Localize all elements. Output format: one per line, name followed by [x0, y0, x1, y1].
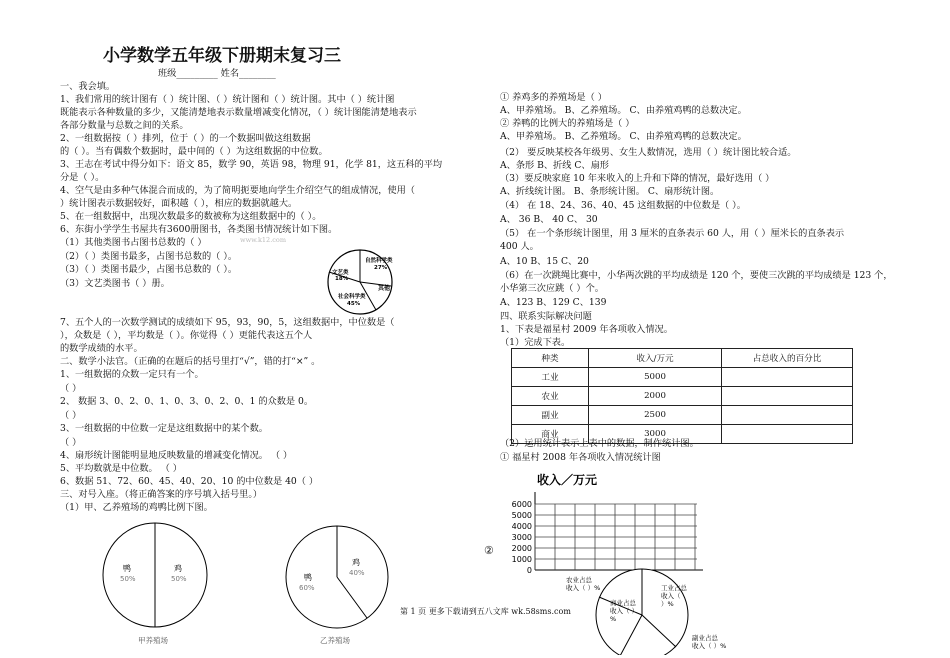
- y-tick-label: 6000: [511, 500, 532, 509]
- right-line: （1）完成下表。: [500, 337, 571, 348]
- right-line: ① 养鸡多的养殖场是（ ）: [500, 92, 607, 103]
- t: 自然科学类: [365, 258, 393, 264]
- yi-duck-pct: 60%: [299, 584, 315, 592]
- t: ）%: [661, 600, 674, 608]
- table-cell: 商业: [512, 425, 589, 444]
- yi-duck: 鸭: [304, 573, 312, 582]
- t: 社会科学类: [338, 294, 366, 300]
- page-title: 小学数学五年级下册期末复习三: [103, 46, 341, 66]
- watermark: www.k12.com: [240, 236, 286, 244]
- t: 18%: [335, 276, 349, 282]
- table-cell: 2000: [589, 387, 722, 406]
- left-line: （ ）: [60, 383, 82, 394]
- right-line: A、甲养殖场。 B、乙养殖场。 C、由养殖鸡鸭的总数决定。: [500, 131, 747, 142]
- left-line: 的数学成绩的水平。: [60, 343, 143, 354]
- slice-label-other: 其他: [378, 285, 391, 292]
- left-line: 二、数学小法官。（正确的在题后的括号里打“√”，错的打“×” 。: [60, 356, 321, 367]
- right-line: A、甲养殖场。 B、乙养殖场。 C、由养殖鸡鸭的总数决定。: [500, 105, 747, 116]
- y-axis-label: 收入／万元: [537, 473, 598, 487]
- jia-caption: 甲养殖场: [138, 636, 168, 645]
- left-line: 既能表示各种数量的多少，又能清楚地表示数量增减变化情况，（ ）统计图能清楚地表示: [60, 107, 417, 118]
- pie-yi: [280, 520, 400, 650]
- right-line: A、折线统计图。 B、条形统计图。 C、扇形统计图。: [500, 186, 720, 197]
- table-row: [512, 387, 853, 406]
- left-line: 的（ ）。当有偶数个数据时，最中间的（ ）为这组数据的中位数。: [60, 146, 328, 157]
- y-tick-label: 1000: [511, 555, 532, 564]
- blank-income-pie: [560, 560, 750, 655]
- t: %: [610, 615, 617, 623]
- right-line: A、10 B、15 C、20: [500, 256, 589, 267]
- left-line: ），众数是（ ），平均数是（ ）。你觉得（ ）更能代表这五个人: [60, 330, 313, 341]
- left-line: 3、王志在考试中得分如下：语文 85，数学 90，英语 98，物理 91，化学 81，这五科的平均: [60, 159, 443, 170]
- page-footer: 第 1 页 更多下载请到五八文库 wk.58sms.com: [400, 607, 571, 616]
- left-line: （ ）: [60, 410, 82, 421]
- income-table: [511, 348, 853, 444]
- t: 文艺类: [332, 270, 349, 276]
- t: 商业占总: [610, 599, 636, 607]
- yi-chicken-pct: 40%: [349, 569, 365, 577]
- book-category-pie: [322, 248, 402, 318]
- percent-cell[interactable]: [722, 425, 853, 444]
- left-line: 各部分数量与总数之间的关系。: [60, 120, 189, 131]
- t: 收入（ ）: [610, 607, 639, 615]
- y-tick-label: 3000: [511, 533, 532, 542]
- percent-cell[interactable]: [722, 368, 853, 387]
- left-line: （2）（ ）类图书最多，占图书总数的（ ）。: [60, 251, 238, 262]
- left-line: ）统计图表示数据较好，面积越（ ），相应的数据就越大。: [60, 198, 298, 209]
- yi-chicken: 鸡: [352, 558, 360, 567]
- instruction-line: （2）运用统计表示上表中的数据，制作统计图。: [500, 438, 699, 449]
- instruction-line: ① 福星村 2008 年各项收入情况统计图: [500, 452, 661, 463]
- agri-label: [566, 575, 600, 592]
- t: 45%: [347, 301, 361, 307]
- right-line: ② 养鸭的比例大的养殖场是（ ）: [500, 118, 635, 129]
- table-header-row: [512, 349, 853, 368]
- left-line: 2、 数据 3、0、2、0、1、0、3、0、2、0、1 的众数是 0。: [60, 396, 314, 407]
- pie-jia: [100, 520, 220, 650]
- left-line: （ ）: [60, 437, 82, 448]
- right-line: （6）在一次跳绳比赛中，小华两次跳的平均成绩是 120 个，要使三次跳的平均成绩是 123 个，: [500, 270, 893, 281]
- left-line: 4、空气是由多种气体混合而成的，为了简明扼要地向学生介绍空气的组成情况，使用（: [60, 185, 415, 196]
- left-line: 6、数据 51、72、60、45、40、20、10 的中位数是 40（ ）: [60, 476, 319, 487]
- percent-cell[interactable]: [722, 387, 853, 406]
- t: 收入（ ）%: [566, 584, 601, 592]
- col-category: 种类: [512, 349, 589, 368]
- circled-two: ②: [484, 544, 494, 557]
- table-row: [512, 406, 853, 425]
- right-line: 小华第三次应跳（ ）个。: [500, 283, 604, 294]
- right-line: （4） 在 18、24、36、40、45 这组数据的中位数是（ ）。: [500, 200, 746, 211]
- t: 27%: [374, 265, 388, 271]
- t: 农业占总: [566, 576, 592, 584]
- right-line: 400 人。: [500, 241, 539, 252]
- left-line: 2、一组数据按（ ）排列，位于（ ）的一个数据叫做这组数据: [60, 133, 311, 144]
- left-line: 4、扇形统计图能明显地反映数量的增减变化情况。 （ ）: [60, 450, 293, 461]
- left-line: 一、我会填。: [60, 81, 116, 92]
- jia-duck-pct: 50%: [120, 575, 136, 583]
- t: 收入（: [661, 592, 681, 600]
- class-name-line: 班级_________ 姓名________: [158, 68, 276, 79]
- t: 工业占总: [661, 584, 687, 592]
- percent-cell[interactable]: [722, 406, 853, 425]
- right-line: （2） 要反映某校各年级男、女生人数情况，选用（ ）统计图比较合适。: [500, 147, 797, 158]
- sideline-label: [692, 633, 726, 650]
- left-line: 1、一组数据的众数一定只有一个。: [60, 369, 204, 380]
- right-line: 1、下表是福星村 2009 年各项收入情况。: [500, 324, 673, 335]
- t: 收入（ ）%: [692, 642, 727, 650]
- right-line: A、条形 B、折线 C、扇形: [500, 160, 609, 171]
- y-tick-label: 4000: [511, 522, 532, 531]
- left-line: （1）其他类图书占图书总数的（ ）: [60, 237, 207, 248]
- right-line: 四、联系实际解决问题: [500, 311, 592, 322]
- t: 副业占总: [692, 634, 718, 642]
- col-income: 收入/万元: [589, 349, 722, 368]
- left-line: （3）文艺类图书（ ）册。: [60, 278, 170, 289]
- jia-chicken: 鸡: [174, 564, 182, 573]
- left-line: 3、一组数据的中位数一定是这组数据中的某个数。: [60, 423, 268, 434]
- table-cell: 2500: [589, 406, 722, 425]
- table-cell: 副业: [512, 406, 589, 425]
- left-line: （1）甲、乙养殖场的鸡鸭比例下图。: [60, 502, 213, 513]
- right-line: A、 36 B、 40 C、 30: [500, 214, 598, 225]
- right-line: A、123 B、129 C、139: [500, 297, 607, 308]
- y-tick-label: 5000: [511, 511, 532, 520]
- table-cell: 工业: [512, 368, 589, 387]
- table-row: [512, 368, 853, 387]
- left-line: 1、我们常用的统计图有（ ）统计图、（ ）统计图和（ ）统计图。其中（ ）统计图: [60, 94, 395, 105]
- col-percent: 占总收入的百分比: [722, 349, 853, 368]
- table-cell: 5000: [589, 368, 722, 387]
- right-line: （5） 在一个条形统计图里，用 3 厘米的直条表示 60 人，用（ ）厘米长的直条表示: [500, 228, 845, 239]
- jia-duck: 鸭: [123, 564, 131, 573]
- jia-chicken-pct: 50%: [171, 575, 187, 583]
- table-cell: 农业: [512, 387, 589, 406]
- right-line: （3）要反映家庭 10 年来收入的上升和下降的情况，最好选用（ ）: [500, 173, 775, 184]
- left-line: 分是（ ）。: [60, 172, 105, 183]
- left-line: （3）（ ）类图书最少，占图书总数的（ ）。: [60, 264, 238, 275]
- y-tick-label: 0: [526, 566, 532, 575]
- yi-caption: 乙养殖场: [320, 636, 350, 645]
- slice-label-literature: [332, 268, 349, 282]
- left-line: 6、东街小学学生书屋共有3600册图书，各类图书情况统计如下图。: [60, 224, 338, 235]
- left-line: 5、平均数就是中位数。 （ ）: [60, 463, 182, 474]
- left-line: 7、五个人的一次数学测试的成绩如下 95，93，90，5，这组数据中，中位数是（: [60, 317, 395, 328]
- table-cell: 3000: [589, 425, 722, 444]
- left-line: 三、对号入座。（将正确答案的序号填入括号里。）: [60, 489, 263, 500]
- y-tick-label: 2000: [511, 544, 532, 553]
- left-line: 5、在一组数据中，出现次数最多的数被称为这组数据中的（ ）。: [60, 211, 322, 222]
